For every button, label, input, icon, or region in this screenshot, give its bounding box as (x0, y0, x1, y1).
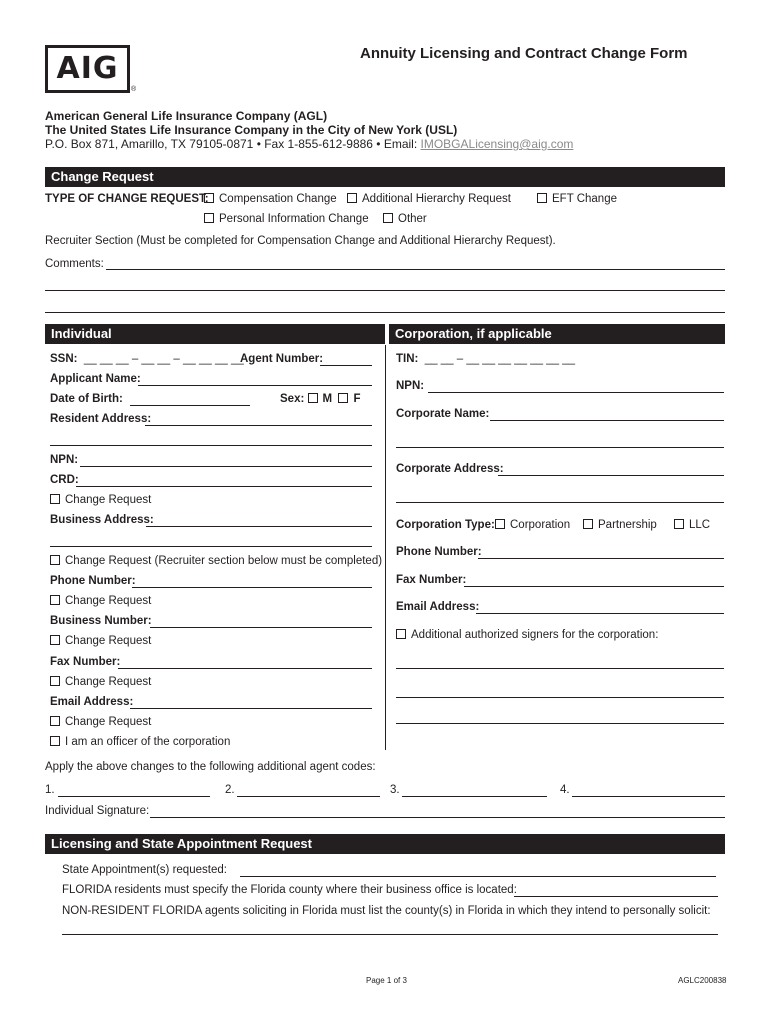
form-code: AGLC200838 (678, 976, 727, 985)
option-label: Additional Hierarchy Request (362, 193, 511, 205)
corporation-bar: Corporation, if applicable (389, 324, 725, 344)
email-label: Email Address: (50, 696, 134, 708)
checkbox-icon[interactable] (495, 519, 505, 529)
corp-type-llc[interactable] (674, 519, 710, 531)
agent-code-1-field[interactable] (58, 796, 210, 797)
change-request-crd[interactable] (50, 494, 151, 506)
change-request-bar: Change Request (45, 167, 725, 187)
business-number-label: Business Number: (50, 615, 152, 627)
phone-field[interactable] (132, 587, 372, 588)
tin-label: TIN: (396, 353, 419, 365)
checkbox-icon[interactable] (204, 213, 214, 223)
tin-row (396, 353, 575, 365)
business-address-field[interactable] (146, 526, 372, 527)
agent-code-4-field[interactable] (572, 796, 725, 797)
florida-label: FLORIDA residents must specify the Florida county where their business office is located: (62, 884, 517, 896)
corp-name-field[interactable] (490, 420, 724, 421)
checkbox-icon[interactable] (583, 519, 593, 529)
state-appointment-field[interactable] (240, 876, 716, 877)
nonresident-county-field[interactable] (62, 934, 718, 935)
type-of-change-label: TYPE OF CHANGE REQUEST: (45, 193, 209, 205)
checkbox-icon[interactable] (383, 213, 393, 223)
corp-address-field-2[interactable] (396, 502, 724, 503)
checkbox-icon[interactable] (338, 393, 348, 403)
resident-address-label: Resident Address: (50, 413, 152, 425)
signers-field-2[interactable] (396, 697, 724, 698)
option-additional-hierarchy[interactable] (347, 193, 511, 205)
fax-label: Fax Number: (50, 656, 121, 668)
signers-field-1[interactable] (396, 668, 724, 669)
address-text: P.O. Box 871, Amarillo, TX 79105-0871 • Fax 1-855-612-9886 • Email: (45, 137, 418, 151)
column-divider (385, 345, 386, 750)
option-eft[interactable] (537, 193, 617, 205)
checkbox-icon[interactable] (50, 736, 60, 746)
comments-field-3[interactable] (45, 312, 725, 313)
change-request-business-number[interactable] (50, 635, 151, 647)
crd-field[interactable] (76, 486, 372, 487)
registered-mark: ® (131, 86, 137, 93)
tin-field[interactable]: __ __ – __ __ __ __ __ __ __ (424, 353, 576, 365)
agent-number-field[interactable] (320, 365, 372, 366)
business-address-field-2[interactable] (50, 546, 372, 547)
agent-number-label: Agent Number: (240, 353, 324, 365)
corp-type-label: Corporation Type: (396, 519, 495, 531)
checkbox-icon[interactable] (537, 193, 547, 203)
comments-field-2[interactable] (45, 290, 725, 291)
contact-line (45, 137, 573, 151)
change-request-phone[interactable] (50, 595, 151, 607)
corp-name-field-2[interactable] (396, 447, 724, 448)
checkbox-icon[interactable] (308, 393, 318, 403)
npn-field[interactable] (80, 466, 372, 467)
ssn-field[interactable]: __ __ __ – __ __ – __ __ __ __ (83, 353, 244, 365)
option-label: EFT Change (552, 193, 617, 205)
checkbox-icon[interactable] (396, 629, 406, 639)
signature-field[interactable] (150, 817, 725, 818)
option-label: Other (398, 213, 427, 225)
corp-fax-field[interactable] (464, 586, 724, 587)
option-compensation[interactable] (204, 193, 337, 205)
state-appointment-label: State Appointment(s) requested: (62, 864, 227, 876)
corp-type-label-corporation: Corporation (510, 519, 571, 531)
code-2-label: 2. (225, 784, 235, 796)
change-request-label: Change Request (65, 595, 152, 607)
company-usl: The United States Life Insurance Company in the City of New York (USL) (45, 123, 458, 137)
page-number: Page 1 of 3 (366, 976, 407, 985)
corp-address-field[interactable] (498, 475, 724, 476)
corp-address-label: Corporate Address: (396, 463, 504, 475)
corp-type-label-partnership: Partnership (598, 519, 657, 531)
ssn-row (50, 353, 244, 365)
corp-phone-field[interactable] (478, 558, 724, 559)
comments-label: Comments: (45, 258, 104, 270)
code-3-label: 3. (390, 784, 400, 796)
checkbox-icon[interactable] (674, 519, 684, 529)
agent-codes-label: Apply the above changes to the following additional agent codes: (45, 761, 376, 773)
change-request-label: Change Request (65, 635, 152, 647)
form-title: Annuity Licensing and Contract Change Form (360, 45, 688, 62)
email-field[interactable] (130, 708, 372, 709)
signers-label: Additional authorized signers for the corporation: (411, 629, 659, 641)
corp-fax-label: Fax Number: (396, 574, 467, 586)
licensing-bar: Licensing and State Appointment Request (45, 834, 725, 854)
signers-checkbox[interactable] (396, 629, 658, 641)
sex-f-label: F (353, 393, 361, 405)
corp-npn-label: NPN: (396, 380, 425, 392)
corp-type-label-llc: LLC (689, 519, 711, 531)
checkbox-icon[interactable] (50, 555, 60, 565)
corp-email-field[interactable] (476, 613, 724, 614)
signature-label: Individual Signature: (45, 805, 150, 817)
company-agl: American General Life Insurance Company (AGL) (45, 109, 328, 123)
code-1-label: 1. (45, 784, 55, 796)
agent-code-3-field[interactable] (402, 796, 547, 797)
option-label: Personal Information Change (219, 213, 369, 225)
officer-checkbox[interactable] (50, 736, 230, 748)
business-number-field[interactable] (150, 627, 372, 628)
dob-field[interactable] (130, 405, 250, 406)
change-request-fax[interactable] (50, 676, 151, 688)
signers-field-3[interactable] (396, 723, 724, 724)
option-other[interactable] (383, 213, 427, 225)
change-request-email[interactable] (50, 716, 151, 728)
applicant-name-field[interactable] (138, 385, 372, 386)
option-personal-info[interactable] (204, 213, 369, 225)
checkbox-icon[interactable] (50, 595, 60, 605)
florida-county-field[interactable] (514, 896, 718, 897)
email-link[interactable]: IMOBGALicensing@aig.com (420, 137, 574, 151)
option-label: Compensation Change (219, 193, 337, 205)
change-request-label: Change Request (65, 494, 152, 506)
fax-field[interactable] (118, 668, 372, 669)
officer-label: I am an officer of the corporation (65, 736, 231, 748)
aig-logo: AIG (45, 45, 130, 93)
code-4-label: 4. (560, 784, 570, 796)
corp-npn-field[interactable] (428, 392, 724, 393)
sex-label: Sex: (280, 393, 305, 405)
resident-address-field-2[interactable] (50, 445, 372, 446)
corp-phone-label: Phone Number: (396, 546, 482, 558)
checkbox-icon[interactable] (347, 193, 357, 203)
ssn-label: SSN: (50, 353, 78, 365)
sex-row (280, 393, 361, 405)
change-request-business-address[interactable] (50, 555, 382, 567)
comments-field[interactable] (106, 269, 725, 270)
change-request-recruiter-label: Change Request (Recruiter section below must be completed) (65, 555, 383, 567)
checkbox-icon[interactable] (50, 716, 60, 726)
checkbox-icon[interactable] (50, 676, 60, 686)
corp-name-label: Corporate Name: (396, 408, 490, 420)
agent-code-2-field[interactable] (237, 796, 380, 797)
resident-address-field[interactable] (145, 425, 372, 426)
checkbox-icon[interactable] (204, 193, 214, 203)
nonresident-label: NON-RESIDENT FLORIDA agents soliciting in Florida must list the county(s) in Florida in which they intend to personally solicit: (62, 905, 711, 917)
corp-type-partnership[interactable] (583, 519, 657, 531)
crd-label: CRD: (50, 474, 79, 486)
individual-bar: Individual (45, 324, 385, 344)
change-request-label: Change Request (65, 716, 152, 728)
dob-label: Date of Birth: (50, 393, 123, 405)
corp-type-corporation[interactable] (495, 519, 570, 531)
sex-m-label: M (322, 393, 333, 405)
npn-label: NPN: (50, 454, 79, 466)
recruiter-note: Recruiter Section (Must be completed for Compensation Change and Additional Hierarchy Request). (45, 235, 556, 247)
business-address-label: Business Address: (50, 514, 154, 526)
change-request-label: Change Request (65, 676, 152, 688)
applicant-name-label: Applicant Name: (50, 373, 141, 385)
phone-label: Phone Number: (50, 575, 136, 587)
checkbox-icon[interactable] (50, 494, 60, 504)
checkbox-icon[interactable] (50, 635, 60, 645)
corp-email-label: Email Address: (396, 601, 480, 613)
